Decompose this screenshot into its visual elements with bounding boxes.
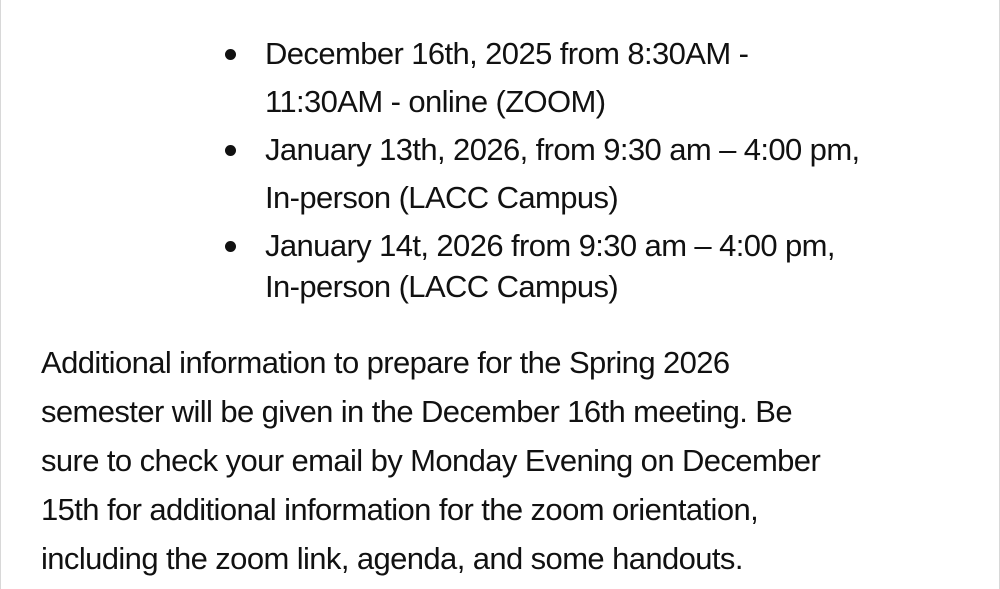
schedule-list — [221, 30, 981, 307]
schedule-item-january-14 — [221, 225, 981, 307]
paragraph-line: 15th for additional information for the zoom orientation, — [41, 492, 759, 527]
bullet-icon — [225, 241, 236, 252]
paragraph-line: including the zoom link, agenda, and some handouts. — [41, 541, 743, 576]
bullet-icon — [225, 145, 236, 156]
schedule-item-january-13 — [221, 126, 981, 222]
schedule-item-line: 11:30AM - online (ZOOM) — [265, 84, 606, 119]
schedule-item-line: January 14t, 2026 from 9:30 am – 4:00 pm, — [265, 228, 835, 263]
schedule-item-line: December 16th, 2025 from 8:30AM - — [265, 36, 749, 71]
bullet-icon — [225, 49, 236, 60]
paragraph-line: Additional information to prepare for the Spring 2026 — [41, 345, 730, 380]
paragraph-line: sure to check your email by Monday Evening on December — [41, 443, 821, 478]
schedule-item-line: In-person (LACC Campus) — [265, 180, 619, 215]
additional-info-paragraph — [41, 338, 991, 583]
schedule-item-line: In-person (LACC Campus) — [265, 269, 619, 304]
schedule-item-line: January 13th, 2026, from 9:30 am – 4:00 pm, — [265, 132, 860, 167]
paragraph-line: semester will be given in the December 16th meeting. Be — [41, 394, 793, 429]
schedule-item-december-16 — [221, 30, 981, 126]
